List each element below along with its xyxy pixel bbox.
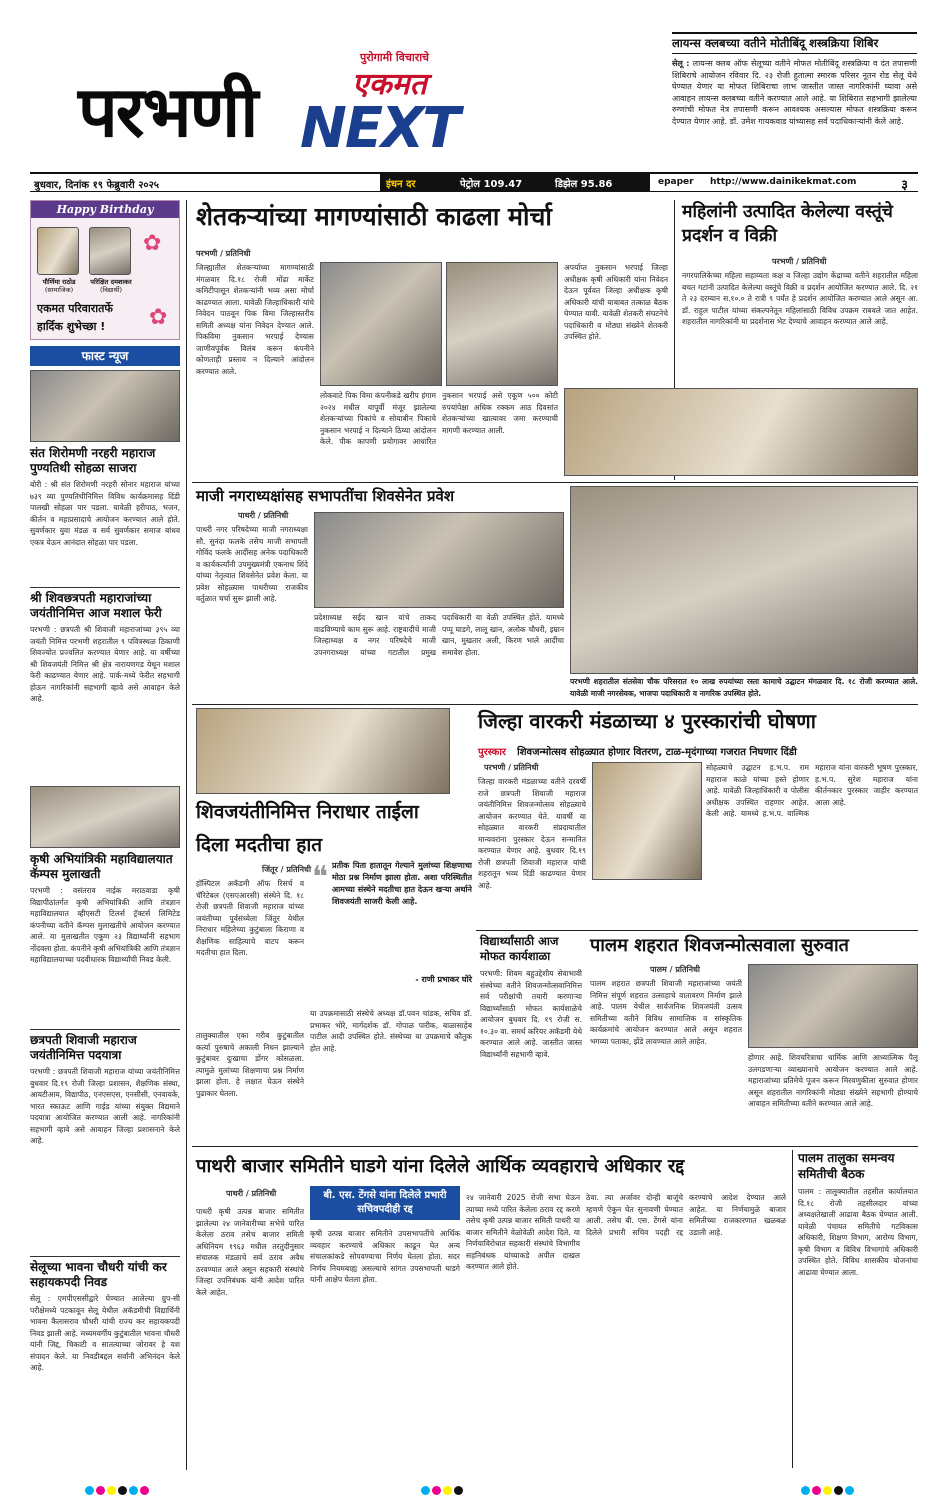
article-body: परभणी : वसंतराव नाईक मराठवाडा कृषी विद्यापीठांतर्गत कृषी अभियांत्रिकी आणि तंत्रज्ञान महाविद्यालयात व्हीएसटी टिलर्स ट्रॅक्टर्स लिमिटेड कंपनीच्या वतीने कॅम्पस मुलाखतीचे आयोजन करण्यात आले. या मुलाखतीत एकूण २३ विद्यार्थ्यांनी सहभाग नोंदवला होता. कंपनीने कृषी अभियांत्रिकी आणि तंत्रज्ञान महाविद्यालयाच्या पदवीधारक विद्यार्थ्यांची निवड केली.: [30, 886, 180, 964]
avatar: [37, 227, 79, 275]
print-registration-marks: [420, 1480, 464, 1499]
news-photo: [564, 388, 918, 476]
birthday-wish-2: हार्दिक शुभेच्छा !: [37, 320, 106, 333]
article-body: पालम : तालुक्यातील तहसील कार्यालयात दि.१८ रोजी तहसीलदार यांच्या अध्यक्षतेखाली आढावा बैठक घेण्यात आली. यावेळी पंचायत समितीचे गटविकास अधिकारी, शिक्षण विभाग, आरोग्य विभाग, कृषी विभाग व विविध विभागांचे अधिकारी उपस्थित होते. विविध शासकीय योजनांचा आढावा घेण्यात आला.: [798, 1187, 918, 1277]
article-body: २४ जानेवारी 2025 रोजी सभा घेऊन त्याच्या मध्ये पारित केलेला ठराव रद्द करणे तसेच कृषी उत्पन्न बाजार समिती पाथरी या बाजार समितीने वेळोवेळी आदेश दिले. या निर्णयाविरोधात सहकारी संस्थांचे विभागीय सहनिबंधक यांच्याकडे अपील दाखल करण्यात आले होते.: [466, 1193, 580, 1271]
masthead-city: परभणी: [78, 70, 257, 153]
article-body: कृषी उत्पन्न बाजार समितीने उपसभापतींचे आर्थिक व्यवहार करण्याचे अधिकार काढून घेत अन्य संचालकांकडे सोपवण्याचा निर्णय घेतला होता. सदर निर्णय नियमबाह्य असल्याचे सांगत उपसभापती घाडगे यांनी आक्षेप घेतला होता.: [310, 1229, 460, 1284]
article-body: पाथरी नगर परिषदेच्या माजी नगराध्यक्षा सौ. सुनंदा फलके तसेच माजी सभापती गोविंद फलके आदींसह अनेक पदाधिकारी व कार्यकर्त्यांनी उपमुख्यमंत्री एकनाथ शिंदे यांच्या नेतृत्वात शिवसेनेत प्रवेश केला. या प्रवेश सोहळ्यास पाथरीच्या राजकीय वर्तुळात चर्चा सुरू झाली आहे.: [196, 525, 308, 603]
article-body: सेलू : एमपीएससीद्वारे घेण्यात आलेल्या ग्रुप-सी परीक्षेमध्ये पटकावून सेलू येथील अकॅडमीची विद्यार्थिनी भावना कैलासराव चौधरी यांची राज्य कर सहायकपदी निवड झाली आहे. मध्यमवर्गीय कुटुंबातील भावना चौधरी यांनी जिद्द, चिकाटी व सातत्याच्या जोरावर हे यश संपादन केले. या निवडीबद्दल सर्वांनी अभिनंदन केले आहे.: [30, 1294, 180, 1372]
article-body: तालुक्यातील एका गरीब कुटुंबातील कर्त्या पुरुषाचे अकाली निधन झाल्याने कुटुंबावर दुःखाचा डोंगर कोसळला. त्यामुळे मुलांच्या शिक्षणाचा प्रश्न निर्माण झाला होता. हे लक्षात घेऊन संस्थेने पुढाकार घेतला.: [196, 1031, 304, 1098]
byline: जिंतूर / प्रतिनिधी: [262, 865, 312, 874]
birthday-box: [30, 200, 180, 340]
headline: विद्यार्थ्यांसाठी आज मोफत कार्यशाळा: [480, 934, 559, 963]
page-number: ३: [901, 178, 908, 193]
headline: शिवजयंतीनिमित्त निराधार ताईला दिला मदतीचा हात: [196, 801, 419, 856]
byline: पाथरी / प्रतिनिधी: [226, 1189, 277, 1198]
article-body: पाथरी कृषी उत्पन्न बाजार समितीत झालेल्या २४ जानेवारीच्या सभेचे पारित केलेला ठराव तसेच बाजार समिती अधिनियम १९६३ मधील तरतुदीनुसार संचालक मंडळाचे सर्व ठराव अवैध ठरवण्यात आले असून सहकारी संस्थांचे जिल्हा उपनिबंधक यांनी आदेश पारित केले आहेत.: [196, 1207, 304, 1297]
article-body: अपर्याप्त नुकसान भरपाई जिल्हा अधीक्षक कृषी अधिकारी यांना निवेदन देऊन पूर्ववत जिल्हा अधीक्षक कृषी अधिकारी यांची याबाबत तत्काळ बैठक घेण्यात यावी. यावेळी शेतकरी संघटनेचे पदाधिकारी व मोठ्या संख्येने शेतकरी उपस्थित होते.: [564, 263, 668, 341]
headline: कृषी अभियांत्रिकी महाविद्यालयात कॅम्पस मुलाखती: [30, 852, 173, 881]
news-photo: [30, 370, 180, 442]
quote-icon: ❝: [312, 860, 329, 895]
quote-text: प्रतीक पिता हातातून गेल्याने मुलांच्या शिक्षणाचा मोठा प्रश्न निर्माण झाला होता. अशा परिस्थितीत आमच्या संस्थेने मदतीचा हात देऊन खऱ्या अर्थाने शिवजयंती साजरी केली आहे.: [332, 861, 472, 906]
quote-author: - राणी प्रभाकर घोरे: [415, 975, 472, 984]
headline: पालम शहरात शिवजन्मोत्सवाला सुरुवात: [590, 935, 849, 956]
kicker: पुरस्कार: [478, 747, 507, 758]
photo-caption: परभणी शहरातील संतसेवा चौक परिसरात १० लाख रुपयांच्या रस्ता कामाचे उद्घाटन मंगळवार दि. १८ रोजी करण्यात आले. यावेळी माजी नगरसेवक, भाजपा पदाधिकारी व नागरिक उपस्थित होते.: [570, 677, 918, 698]
article-body: परभणी : छत्रपती श्री शिवाजी महाराजांच्या ३९५ व्या जयंती निमित्त परभणी शहरातील ९ पवित्रस्थळ ठिकाणी शिवज्योत प्रज्वलित करण्यात येणार आहे. या वर्षीच्या श्री शिवजयंती निमित्त श्री क्षेत्र नारायणगड येथून मशाल फेरी काढण्यात येणार आहे. पार्क-मध्ये फेरीत सहभागी होऊन नागरिकांनी सहभागी व्हावे असे आवाहन केले आहे.: [30, 625, 180, 703]
news-photo: [320, 262, 442, 386]
lions-body: लायन्स क्लब ऑफ सेलूच्या वतीने मोफत मोतीबिंदू शस्त्रक्रिया व दंत तपासणी शिबिराचे आयोजन रविवार दि. २३ रोजी हुतात्मा स्मारक परिसर नूतन रोड सेलू येथे घेण्यात येणार या मोफत शिबिराचा लाभ जास्तीत जास्त नागरिकांनी घ्यावा असे आवाहन लायन्स क्लबच्या वतीने करण्यात आले आहे. या शिबिरात सहभागी झालेल्या रुग्णांची मोफत नेत्र तपासणी करून आवश्यक असल्यास मोफत शस्त्रक्रिया करून देण्यात येणार आहे. डॉ. उमेश गायकवाड यांच्यासह सर्व पदाधिकाऱ्यांनी केले आहे.: [672, 59, 917, 126]
website-link[interactable]: http://www.dainikekmat.com: [710, 177, 857, 187]
lions-club-news: [672, 32, 917, 167]
section-rule: [192, 1146, 918, 1147]
headline: पालम तालुका समन्वय समितीची बैठक: [798, 1151, 895, 1181]
article-body: परभणी : छत्रपती शिवाजी महाराज यांच्या जयंतीनिमित्त बुधवार दि.१९ रोजी जिल्हा प्रशासन, शैक्षणिक संस्था, आयटीआय, विद्यापीठ, एनएसएस, एनसीसी, एनवायके, भारत स्काऊट आणि गाईड यांच्या संयुक्त विद्यमाने पदयात्रा आयोजित करण्यात आली आहे. नागरिकांनी सहभागी व्हावे असे आवाहन जिल्हा प्रशासनाने केले आहे.: [30, 1067, 180, 1145]
article-body: पालम शहरात छत्रपती शिवाजी महाराजांच्या जयंती निमित्त संपूर्ण शहरात उत्साहाचे वातावरण निर्माण झाले आहे. पालम येथील सार्वजनिक शिवजयंती उत्सव समितीच्या वतीने विविध सामाजिक व सांस्कृतिक कार्यक्रमांचे आयोजन करण्यात आले असून शहरात भगव्या पताका, झेंडे लावण्यात आले आहेत.: [590, 979, 742, 1046]
byline: परभणी / प्रतिनिधी: [484, 763, 539, 772]
petrol-price: पेट्रोल 109.47: [460, 179, 523, 190]
news-photo: [30, 786, 180, 848]
subheadline: शिवजन्मोत्सव सोहळ्यात होणार वितरण, टाळ-मृदंगाच्या गजरात निघणार दिंडी: [517, 747, 797, 758]
date-label: बुधवार, दिनांक १९ फेब्रुवारी २०२५: [34, 180, 159, 191]
byline: परभणी / प्रतिनिधी: [196, 249, 251, 258]
date-strip: [30, 172, 918, 192]
article-body: जिल्ह्यातील शेतकऱ्यांच्या मागण्यांसाठी मंगळवार दि.१८ रोजी मोंढा मार्केट कमिटीपासून शेतकऱ्यांनी भव्य असा मोर्चा काढण्यात आला. यावेळी जिल्हाधिकारी यांचे निवेदन पाठवून पिक विमा जिल्हास्तरीय समिती अध्यक्ष यांना निवेदन देण्यात आले. पिकविमा नुकसान भरपाई देण्यास जाणीवपूर्वक विलंब करून कंपनीने कोणताही प्रस्ताव न दिल्याने आंदोलन करण्यात आले.: [196, 263, 314, 376]
column-divider: [792, 1150, 793, 1468]
subheadline: बी. एस. टेंगसे यांना दिलेले प्रभारी सचिवपदीही रद्द: [310, 1186, 460, 1220]
next-logo: NEXT: [300, 96, 459, 161]
brand-tagline: पुरोगामी विचाराचे: [360, 51, 430, 64]
article-body: सोहळ्याचे उद्घाटन ह.भ.प. राम महाराज काळे यांच्या हस्ते होणार आहे. यावेळी जिल्हाधिकारी व पोलीस अधीक्षक उपस्थित राहणार आहेत. केली आहे. यामध्ये ह.भ.प. वाल्मिक महाराज यांना वारकरी भूषण पुरस्कार, ह.भ.प. सुरेश महाराज यांना कीर्तनकार पुरस्कार जाहीर करण्यात आला आहे.: [706, 763, 918, 818]
headline: छत्रपती शिवाजी महाराज जयंतीनिमित्त पदयात्रा: [30, 1029, 180, 1063]
fuel-label: इंधन दर: [386, 179, 416, 190]
news-photo: [314, 512, 564, 608]
news-photo: [196, 708, 450, 794]
article-body: लोकवाटे पिक विमा कंपनीकडे खरीप हंगाम २०२४ मधील यापूर्वी मंजूर झालेल्या शेतकऱ्यांच्या पिकांचे व सोयाबीन पिकाचे नुकसान भरपाई न दिल्याने ठिय्या आंदोलन केले. पीक कापणी प्रयोगावर आधारित नुकसान भरपाई असे एकूण ५०० कोटी रुपयांपेक्षा अधिक रक्कम आठ दिवसांत शेतकऱ्यांच्या खात्यावर जमा करण्याची मागणी करण्यात आली.: [320, 391, 558, 446]
news-photo: [748, 964, 918, 1048]
article-body: या उपक्रमासाठी संस्थेचे अध्यक्ष डॉ.पवन चांडक, सचिव डॉ. प्रभाकर भोरे, मार्गदर्शक डॉ. गोपाळ पारीक, बाळासाहेब पाटील आदी उपस्थित होते. संस्थेच्या या उपक्रमाचे कौतुक होत आहे.: [310, 1009, 472, 1053]
quote-box: [310, 860, 472, 1000]
article-body: बोरी : श्री संत शिरोमणी नरहरी सोनार महाराज यांच्या ७३९ व्या पुण्यतिथीनिमित्त विविध कार्यक्रमासह दिंडी पालखी सोहळा पार पडला. यावेळी हरीपाठ, भजन, कीर्तन व महाप्रसादाचे आयोजन करण्यात आले होते. सुवर्णकार युवा मंडळ व सर्व सुवर्णकार समाज बांधव एकत्र येऊन आनंदात सोहळा पार पडला.: [30, 480, 180, 547]
birthday-person-1: पौर्णिमा राठोड: [42, 278, 76, 286]
main-headline: शेतकऱ्यांच्या मागण्यांसाठी काढला मोर्चा: [196, 202, 552, 231]
birthday-person-1-role: (सामाजिक): [44, 286, 74, 294]
article-body: होणार आहे. शिवचरित्राचा धार्मिक आणि आध्यात्मिक पैलू उलगडणाऱ्या व्याख्यानाचे आयोजन करण्यात आले आहे. महाराजांच्या प्रतिमेचे पूजन करून मिरवणुकीला सुरुवात होणार असून शहरातील नागरिकांनी मोठ्या संख्येने सहभागी होण्याचे आवाहन समितीच्या वतीने करण्यात आले आहे.: [748, 1053, 918, 1108]
headline: संत शिरोमणी नरहरी महाराज पुण्यतिथी सोहळा साजरा: [30, 446, 156, 475]
epaper-label: epaper: [658, 177, 694, 187]
news-photo: [592, 762, 702, 880]
article-body: जिल्हा वारकरी मंडळाच्या वतीने दरवर्षी राजे छत्रपती शिवाजी महाराज जयंतीनिमित्त शिवजन्मोत्सव सोहळ्याचे आयोजन करण्यात येते. यावर्षी या सोहळ्यात वारकरी संप्रदायातील मान्यवरांना पुरस्कार देऊन सन्मानित करण्यात येणार आहे. बुधवार दि.१९ रोजी छत्रपती शिवाजी महाराज यांची शहरातून भव्य दिंडी काढण्यात येणार आहे.: [478, 777, 586, 890]
fast-news-header: फास्ट न्यूज: [30, 346, 180, 366]
warkari-subhead: [478, 740, 918, 758]
flower-icon: ✿: [149, 305, 168, 330]
birthday-title: Happy Birthday: [31, 201, 179, 218]
byline: परभणी / प्रतिनिधी: [772, 257, 827, 266]
birthday-person-2: परिक्षित दमशाकर: [90, 278, 132, 286]
headline: श्री शिवछत्रपती महाराजांच्या जयंतीनिमित्त आज मशाल फेरी: [30, 587, 180, 621]
column-divider: [186, 200, 187, 1470]
brand-logo: एकमत: [352, 67, 427, 102]
headline: माजी नगराध्यक्षांसह सभापतींचा शिवसेनेत प्रवेश: [196, 487, 455, 505]
section-rule: [192, 482, 918, 483]
byline: पाथरी / प्रतिनिधी: [238, 511, 289, 520]
left-column-2: [30, 852, 180, 1461]
article-body: ठेवा. त्या अर्जावर दोन्ही बाजूंचे म्हणणे ऐकून घेत सुनावणी घेण्यात आली. तसेच बी. एस. टेंगसे यांना दिलेले प्रभारी सचिव पदही रद्द करण्याचे आदेश देण्यात आले आहेत. या निर्णयामुळे बाजार समितीच्या राजकारणात खळबळ उडाली आहे.: [586, 1193, 786, 1237]
left-column: [30, 446, 180, 830]
article-body: प्रदेशाध्यक्ष सईद खान यांचे ताकद वाढविण्याचे काम सुरू आहे. राष्ट्रवादीचे माजी जिल्हाध्यक्ष व नगर परिषदेचे माजी उपनगराध्यक्ष यांच्या गटातील प्रमुख पदाधिकारी या वेळी उपस्थित होते. यामध्ये पप्पू घाडगे, लालू खान, अलोक चौधरी, इम्रान खान, मुखतार अली, किरण भाले आदींचा समावेश होता.: [314, 613, 564, 657]
byline: पालम / प्रतिनिधी: [650, 965, 701, 974]
article-body: हॉस्पिटल अकॅडमी ऑफ रिसर्च व चॅरिटेबल (एसएआरसी) संस्थेने दि. १८ रोजी छत्रपती शिवाजी महाराज यांच्या जयंतीच्या पूर्वसंध्येला जिंतूर येथील निराधार महिलेच्या कुटुंबाला किराणा व शैक्षणिक साहित्याचे वाटप करून मदतीचा हात दिला.: [196, 879, 304, 957]
print-registration-marks: [800, 1480, 855, 1499]
lions-place: सेलू :: [672, 59, 690, 68]
section-rule: [192, 704, 918, 705]
avatar: [89, 227, 131, 275]
headline: महिलांनी उत्पादित केलेल्या वस्तूंचे प्रदर्शन व विक्री: [682, 202, 893, 246]
lions-title: लायन्स क्लबच्या वतीने मोतीबिंदू शस्त्रक्रिया शिबिर: [672, 32, 917, 54]
section-rule: [476, 930, 918, 931]
birthday-person-2-role: (विद्यार्थी): [100, 286, 122, 294]
flower-icon: ✿: [143, 231, 162, 256]
news-photo: [446, 262, 558, 386]
birthday-wish-1: एकमत परिवारातर्फे: [37, 302, 113, 315]
article-body: नगरपालिकेच्या महिला सहाय्यता कक्ष व जिल्हा उद्योग केंद्राच्या वतीने शहरातील महिला बचत गटांनी उत्पादित केलेल्या वस्तूंचे विक्री व प्रदर्शन आयोजित करण्यात आले. दि. २१ ते २३ दरम्यान स.१०.० ते रात्री ९ पर्यंत हे प्रदर्शन आयोजित करण्यात आले असून आ. डॉ. राहुल पाटील यांच्या संकल्पनेतून महिलांसाठी विविध उपक्रम राबवले जात आहेत. शहरातील नागरिकांनी या प्रदर्शनास भेट देण्याचे आवाहन करण्यात आले आहे.: [682, 271, 918, 326]
headline: जिल्हा वारकरी मंडळाच्या ४ पुरस्कारांची घोषणा: [478, 709, 816, 733]
article-body: परभणी: शिवम बहुउद्देशीय सेवाभावी संस्थेच्या वतीने शिवजन्मोत्सवानिमित्त सर्व परीक्षांची तयारी करणाऱ्या विद्यार्थ्यांसाठी मोफत कार्यशाळेचे आयोजन बुधवार दि. १९ रोजी स. १०.३० वा. समर्थ करियर अकॅडमी येथे करण्यात आले आहे. जास्तीत जास्त विद्यार्थ्यांनी सहभागी व्हावे.: [480, 969, 582, 1059]
headline: पाथरी बाजार समितीने घाडगे यांना दिलेले आर्थिक व्यवहाराचे अधिकार रद्द: [196, 1156, 685, 1177]
print-registration-marks: [84, 1480, 150, 1499]
diesel-price: डिझेल 95.86: [555, 179, 613, 190]
fuel-box: [380, 174, 650, 192]
news-photo: [570, 486, 918, 674]
headline: सेलूच्या भावना चौधरी यांची कर सहायकपदी निवड: [30, 1256, 180, 1290]
